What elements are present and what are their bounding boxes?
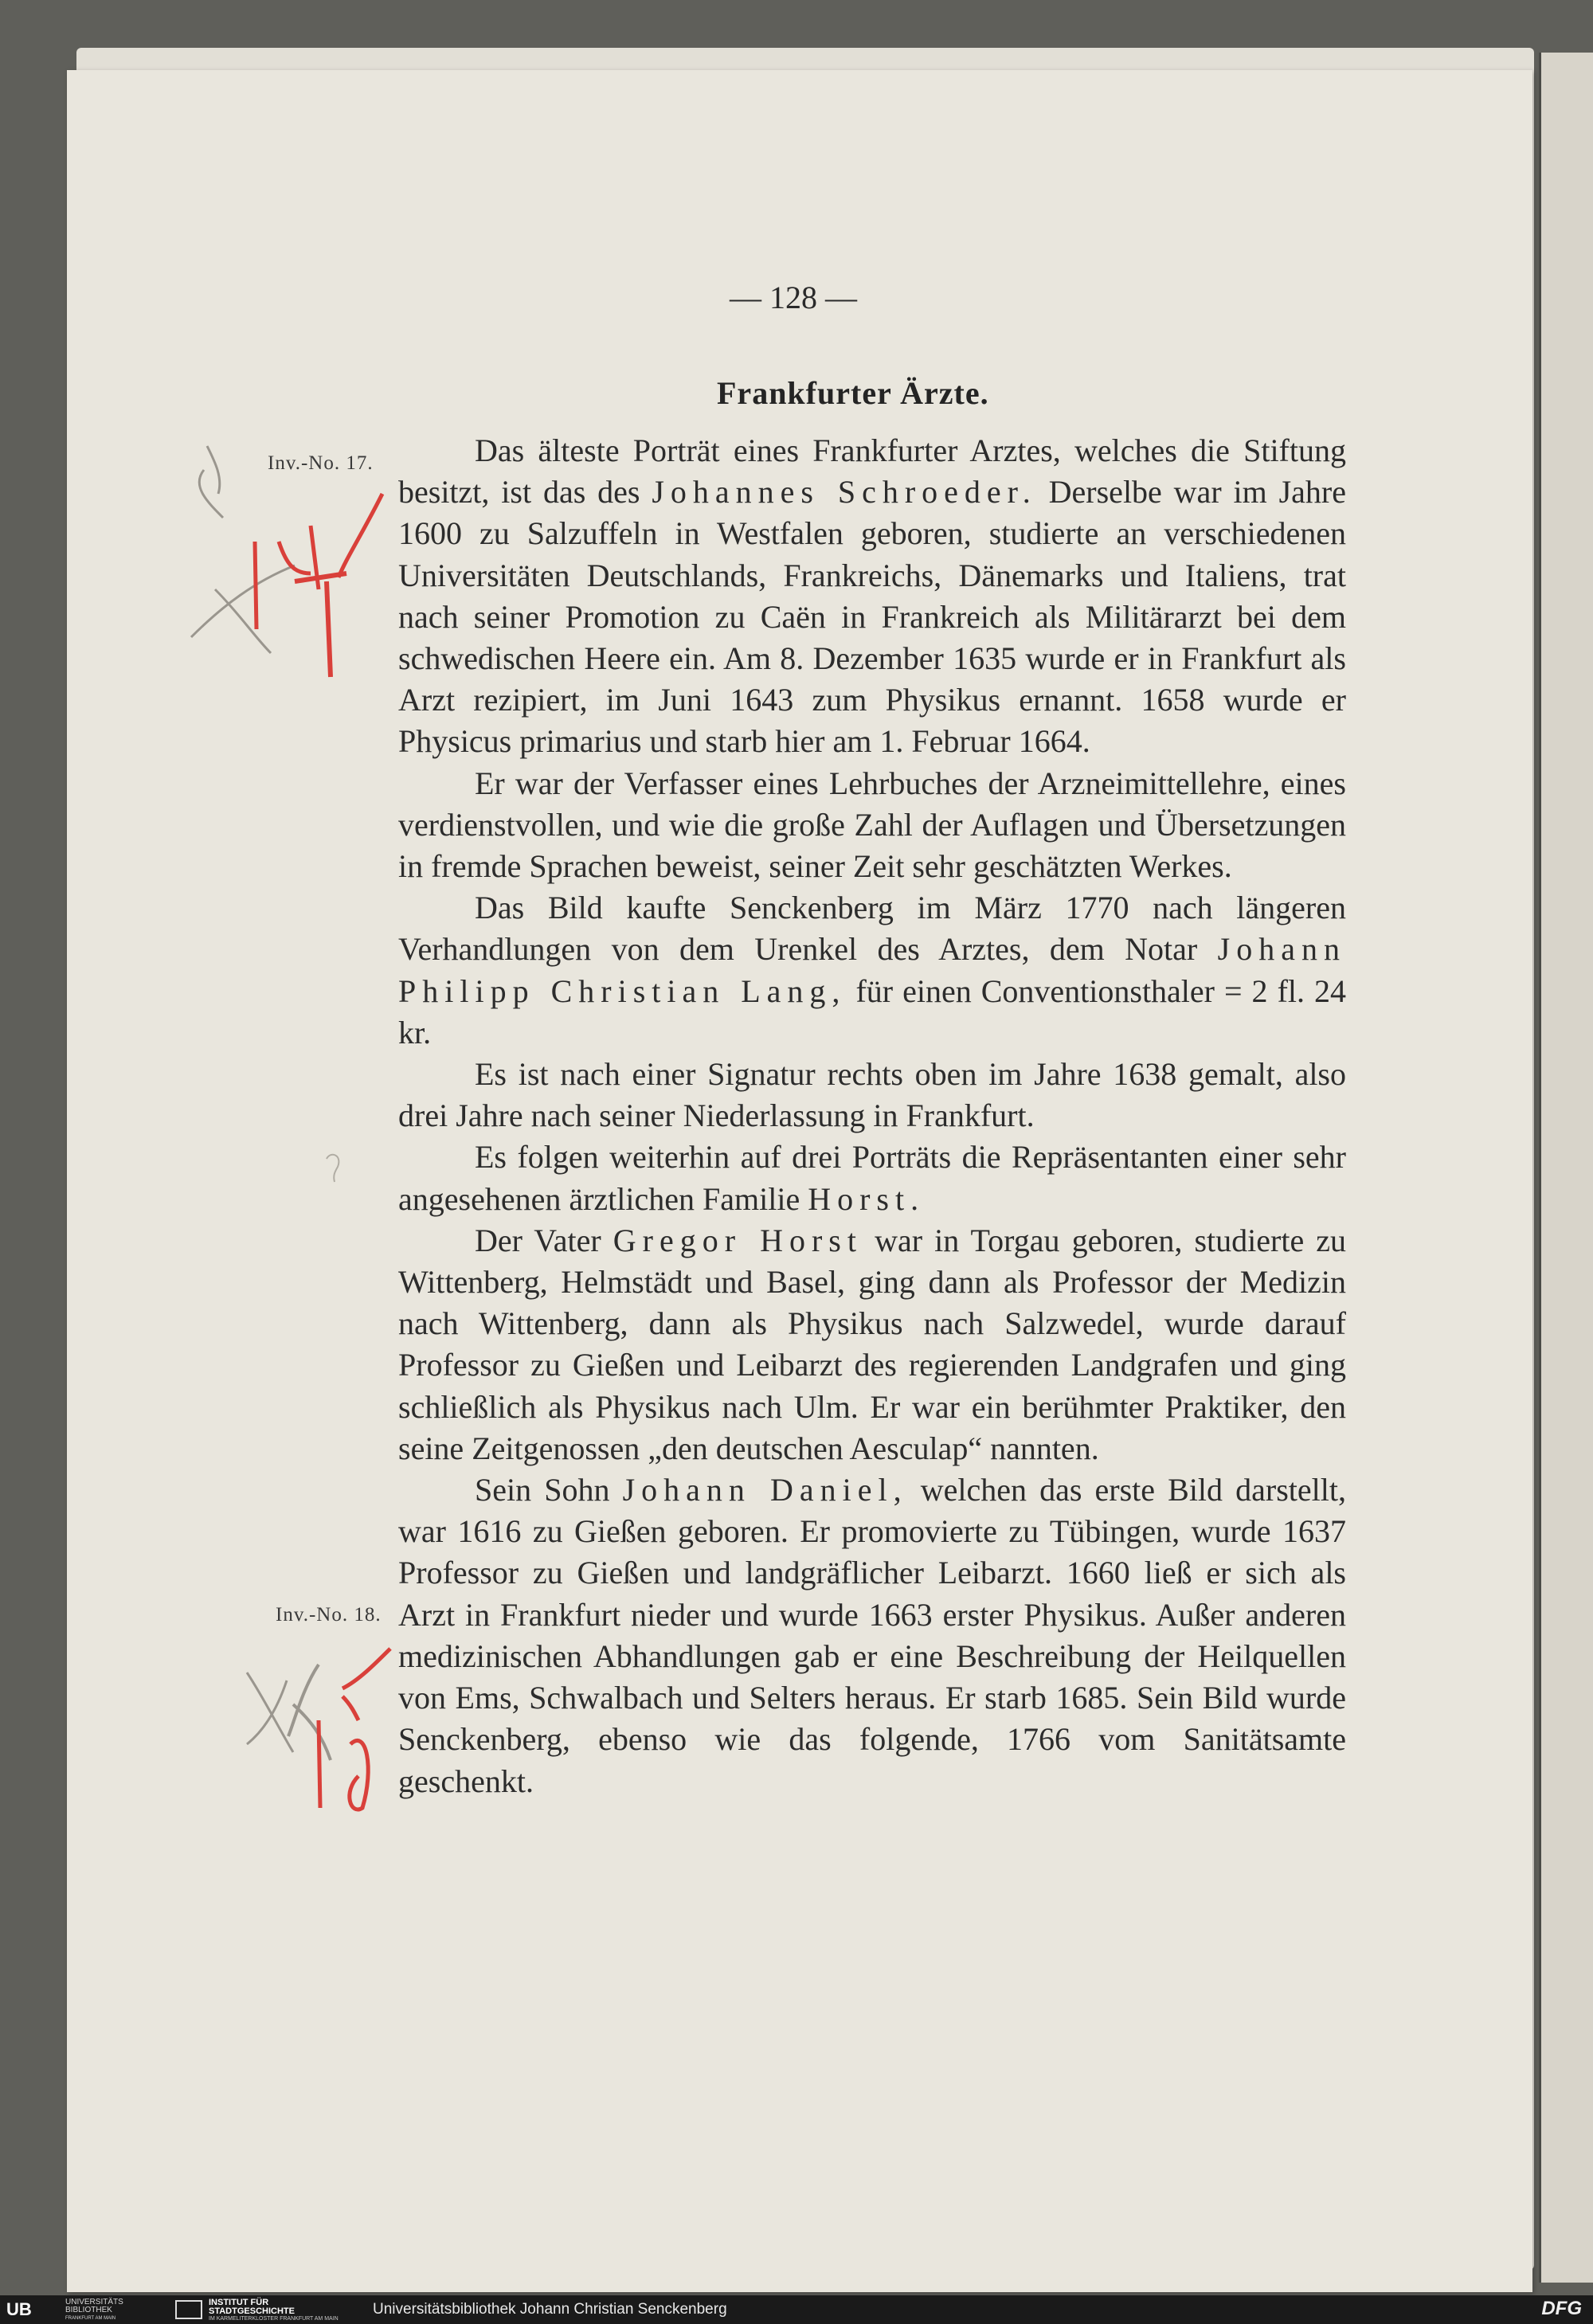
p6-spaced-name: Gregor Horst <box>613 1222 863 1258</box>
viewer-footer-bar <box>0 2295 1593 2324</box>
paragraph-6 <box>398 1220 1346 1469</box>
p3-spaced-name: Johann Philipp Christian Lang, <box>398 931 1346 1009</box>
paragraph-4: Es ist nach einer Signatur rechts oben im Jahre 1638 gemalt, also drei Jahre nach seiner Niederlassung in Frankfurt. <box>398 1056 1346 1134</box>
p1-text-a: Das älteste Porträt eines Frankfurter Arztes, welches die Stiftung besitzt, ist das des <box>398 432 1346 511</box>
inventory-number-18: Inv.-No. 18. <box>276 1604 382 1626</box>
ub-line-3: FRANKFURT AM MAIN <box>65 2316 116 2321</box>
body-text <box>398 430 1346 1802</box>
ub-line-2: BIBLIOTHEK <box>65 2306 112 2314</box>
page-number: — 128 — <box>730 280 857 315</box>
adjacent-page-edge <box>1539 53 1593 2283</box>
inventory-number-17: Inv.-No. 17. <box>268 452 374 474</box>
institute-line-2: STADTGESCHICHTE <box>209 2306 295 2316</box>
institute-name[interactable] <box>209 2299 295 2316</box>
pencil-question-mark <box>319 1147 350 1195</box>
p7-spaced-name: Johann Daniel, <box>622 1472 908 1508</box>
paragraph-7 <box>398 1469 1346 1802</box>
pencil-annotation-17 <box>159 430 398 693</box>
p3-text-b: für einen Conventionsthaler = 2 fl. 24 kr. <box>398 972 1346 1050</box>
section-heading: Frankfurter Ärzte. <box>717 375 989 411</box>
institute-line-1: INSTITUT FÜR <box>209 2298 269 2307</box>
p6-text-b: war in Torgau geboren, studierte zu Wittenberg, Helmstädt und Basel, ging dann als Professor der Medizin nach Wittenberg, dann als Physikus nach Salzwedel, wurde darauf Professor zu Gießen und Leibarzt des regierenden Landgrafen und ging schließlich als Physikus nach Ulm. Er war ein berühmter Praktiker, den seine Zeitgenossen „den deutschen Aesculap“ nannten. <box>398 1222 1347 1466</box>
library-name[interactable]: Universitätsbibliothek Johann Christian Senckenberg <box>373 2301 727 2318</box>
page-number-row <box>0 279 1593 316</box>
p7-text-b: welchen das erste Bild darstellt, war 1616 zu Gießen geboren. Er promovierte zu Tübingen, wurde 1637 Professor zu Gießen und landgräflicher Leibarzt. 1660 ließ er sich als Arzt in Frankfurt nieder und wurde 1663 erster Physikus. Außer anderen medizinischen Abhandlungen gab er eine Beschreibung der Heilquellen von Ems, Schwalbach und Selters heraus. Er starb 1685. Sein Bild wurde Senckenberg, ebenso wie das folgende, 1766 vom Sanitätsamte geschenkt. <box>398 1472 1346 1799</box>
pencil-annotation-18 <box>231 1641 406 1824</box>
p1-text-b: Derselbe war im Jahre 1600 zu Salzuffeln in Westfalen geboren, studierte an verschiedenen Universitäten Deutschlands, Frankreichs, Dänemarks und Italiens, trat nach seiner Promotion zu Caën in Frankreich als Militärarzt bei dem schwedischen Heere ein. Am 8. Dezember 1635 wurde er in Frankfurt als Arzt rezipiert, im Juni 1643 zum Physikus ernannt. 1658 wurde er Physicus primarius und starb hier am 1. Februar 1664. <box>398 474 1346 760</box>
p5-text-a: Es folgen weiterhin auf drei Porträts die Repräsentanten einer sehr angesehenen ärztlichen Familie <box>398 1139 1346 1217</box>
ub-line-1: UNIVERSITÄTS <box>65 2298 123 2306</box>
paragraph-2: Er war der Verfasser eines Lehrbuches der Arzneimittellehre, eines verdienstvollen, und wie die große Zahl der Auflagen und Übersetzungen in fremde Sprachen beweist, seiner Zeit sehr geschätzten Werkes. <box>398 765 1346 885</box>
p5-spaced-name: Horst. <box>808 1180 926 1217</box>
institute-logo-icon <box>175 2300 202 2319</box>
paragraph-3 <box>398 887 1346 1054</box>
ub-logo-subtitle <box>65 2299 123 2322</box>
p7-text-a: Sein Sohn <box>475 1472 610 1508</box>
institute-subtitle: IM KARMELITERKLOSTER FRANKFURT AM MAIN <box>209 2316 339 2322</box>
paragraph-1 <box>398 430 1346 763</box>
p3-text-a: Das Bild kaufte Senckenberg im März 1770 nach längeren Verhandlungen von dem Urenkel des Arztes, dem Notar <box>398 890 1346 968</box>
ub-logo[interactable]: UB <box>6 2299 32 2319</box>
p1-spaced-name: Johannes Schroeder. <box>652 474 1037 511</box>
paragraph-5 <box>398 1137 1346 1219</box>
dfg-logo[interactable]: DFG <box>1541 2298 1582 2319</box>
p6-text-a: Der Vater <box>475 1222 601 1258</box>
